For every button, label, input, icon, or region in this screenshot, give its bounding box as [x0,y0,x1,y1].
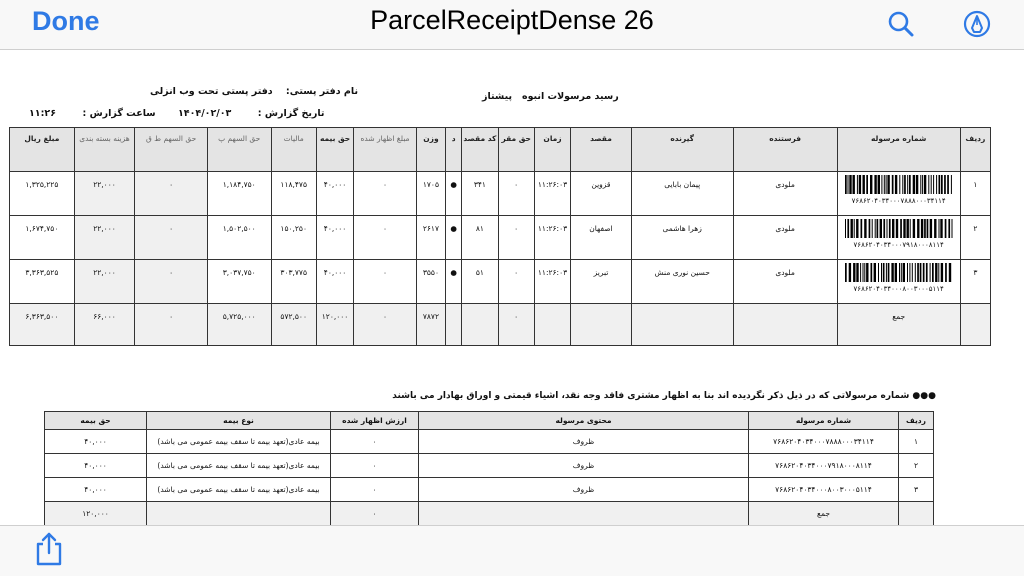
table-cell: ۱ [899,430,934,454]
parcel-table [9,127,991,346]
pdf-document-page[interactable] [0,51,1024,525]
total-cell [534,304,570,346]
col-header: گیرنده [631,128,733,172]
total-tax: ۵۷۲,۵۰۰ [271,304,316,346]
total-packing: ۶۶,۰۰۰ [74,304,135,346]
parcel-number-cell [837,260,960,304]
total-cell [733,304,837,346]
bottom-toolbar [0,525,1024,576]
barcode-image [843,219,955,238]
parcel-number: ۷۶۸۶۲۰۴۰۳۴۰۰۰۷۹۱۸۰۰۰۸۱۱۴ [853,241,944,249]
total-cell [446,304,462,346]
table-cell: تبریز [571,260,632,304]
table-cell: ● [446,172,462,216]
document-title: ParcelReceiptDense 26 [370,5,654,35]
table-cell: زهرا هاشمی [631,216,733,260]
total-cell [571,304,632,346]
table-row [45,454,934,478]
total-insurance: ۱۲۰,۰۰۰ [45,502,147,526]
total-cell [960,304,990,346]
col-header: حق مقر [498,128,534,172]
table-cell: ● [446,260,462,304]
table-cell: بیمه عادی(تعهد بیمه تا سقف بیمه عمومی می باشد) [147,478,331,502]
col-header: حق بیمه [316,128,353,172]
barcode-image [843,175,955,194]
col-header: مقصد [571,128,632,172]
table-cell: ۱۵۰,۲۵۰ [271,216,316,260]
table-cell: ۲ [960,216,990,260]
table-cell: ۰ [331,454,419,478]
report-time: ساعت گزارش : ۱۱:۲۶ [29,108,156,119]
col-header: شماره مرسوله [749,412,899,430]
total-cell [631,304,733,346]
total-cell [899,502,934,526]
table-cell: ۳۴۱ [462,172,498,216]
table-total-row [10,304,991,346]
table-cell: ۰ [331,430,419,454]
top-navigation-bar [0,0,1024,50]
table-header-row [45,412,934,430]
total-cell [147,502,331,526]
report-date: تاریخ گزارش : ۱۴۰۴/۰۲/۰۳ [178,108,325,119]
table-header-row [10,128,991,172]
total-share-p: ۵,۷۲۵,۰۰۰ [207,304,271,346]
table-cell: ۲۲,۰۰۰ [74,172,135,216]
table-cell: ۳۵۵۰ [416,260,445,304]
table-cell: قزوین [571,172,632,216]
col-header: حق السهم پ [207,128,271,172]
col-header: ردیف [960,128,990,172]
table-cell: ظروف [419,430,749,454]
share-icon[interactable] [32,531,66,567]
col-header: محتوی مرسوله [419,412,749,430]
total-cell [419,502,749,526]
total-amount: ۶,۳۶۳,۵۰۰ [10,304,75,346]
col-header: وزن [416,128,445,172]
total-declared: ۰ [331,502,419,526]
table-cell: ۳,۰۳۷,۷۵۰ [207,260,271,304]
col-header: مبلغ اظهار شده [354,128,417,172]
total-share-tq: ۰ [135,304,208,346]
table-cell: ۱,۵۰۲,۵۰۰ [207,216,271,260]
table-cell: ۸۱ [462,216,498,260]
table-cell: ۴۰,۰۰۰ [45,430,147,454]
table-cell: ۷۶۸۶۲۰۴۰۳۴۰۰۰۷۸۸۸۰۰۰۳۴۱۱۴ [749,430,899,454]
table-cell: ۲۶۱۷ [416,216,445,260]
table-row [10,216,991,260]
table-cell: ۱۱۸,۴۷۵ [271,172,316,216]
table-cell: ۰ [354,172,417,216]
table-cell: ۱۷۰۵ [416,172,445,216]
declaration-note: ●●● شماره مرسولاتی که در ذیل ذکر نگردیده اند بنا به اظهار مشتری فاقد وجه نقد، اشیاء قیمتی و اوراق بهادار می باشند [392,391,936,401]
table-cell: ۳,۳۶۳,۵۲۵ [10,260,75,304]
table-cell: ۰ [498,260,534,304]
table-cell: ۰ [331,478,419,502]
total-haq-maqar: ۰ [498,304,534,346]
total-insurance: ۱۲۰,۰۰۰ [316,304,353,346]
col-header: ارزش اظهار شده [331,412,419,430]
table-row [10,260,991,304]
table-cell: ظروف [419,454,749,478]
table-cell: ۱,۳۲۵,۲۲۵ [10,172,75,216]
table-cell: ۲ [899,454,934,478]
table-cell: ۱۱:۲۶:۰۳ [534,260,570,304]
table-cell: ۰ [135,260,208,304]
office-name: نام دفتر پستی: دفتر پستی تحت وب انزلی [150,86,359,97]
table-cell: اصفهان [571,216,632,260]
insurance-table [44,411,934,525]
table-cell: حسین نوری منش [631,260,733,304]
table-cell: ۳۰۳,۷۷۵ [271,260,316,304]
table-cell: ۰ [354,216,417,260]
table-cell: ۰ [498,172,534,216]
total-cell [462,304,498,346]
table-cell: ۴۰,۰۰۰ [316,216,353,260]
table-cell: ملودی [733,216,837,260]
table-cell: ۰ [135,172,208,216]
table-cell: ۰ [135,216,208,260]
col-header: نوع بیمه [147,412,331,430]
table-cell: ● [446,216,462,260]
parcel-number-cell [837,216,960,260]
receipt-title: رسید مرسولات انبوه پیشتاز [482,91,619,102]
col-header: حق بیمه [45,412,147,430]
table-cell: ملودی [733,172,837,216]
col-header: ردیف [899,412,934,430]
col-header: مبلغ ریال [10,128,75,172]
table-cell: ۴۰,۰۰۰ [316,172,353,216]
total-label: جمع [749,502,899,526]
col-header: حق السهم ط ق [135,128,208,172]
total-declared: ۰ [354,304,417,346]
col-header: شماره مرسوله [837,128,960,172]
search-icon[interactable] [886,9,916,39]
table-cell: ۳ [960,260,990,304]
parcel-number: ۷۶۸۶۲۰۴۰۳۴۰۰۰۷۸۸۸۰۰۰۳۴۱۱۴ [851,197,946,205]
table-cell: بیمه عادی(تعهد بیمه تا سقف بیمه عمومی می باشد) [147,430,331,454]
col-header: فرستنده [733,128,837,172]
col-header: مالیات [271,128,316,172]
table-cell: ۴۰,۰۰۰ [45,478,147,502]
col-header: د [446,128,462,172]
table-row [45,430,934,454]
table-cell: بیمه عادی(تعهد بیمه تا سقف بیمه عمومی می باشد) [147,454,331,478]
markup-pen-icon[interactable] [962,9,992,39]
parcel-number: ۷۶۸۶۲۰۴۰۳۴۰۰۰۸۰۰۳۰۰۰۵۱۱۴ [853,285,944,293]
total-weight: ۷۸۷۲ [416,304,445,346]
table-cell: ۰ [498,216,534,260]
table-cell: ۱,۶۷۴,۷۵۰ [10,216,75,260]
col-header: کد مقصد [462,128,498,172]
table-cell: ظروف [419,478,749,502]
table-cell: ۳ [899,478,934,502]
table-total-row [45,502,934,526]
table-cell: ۷۶۸۶۲۰۴۰۳۴۰۰۰۷۹۱۸۰۰۰۸۱۱۴ [749,454,899,478]
table-cell: پیمان بابایی [631,172,733,216]
table-cell: ۱۱:۲۶:۰۳ [534,216,570,260]
parcel-number-cell [837,172,960,216]
table-cell: ملودی [733,260,837,304]
col-header: زمان [534,128,570,172]
table-cell: ۷۶۸۶۲۰۴۰۳۴۰۰۰۸۰۰۳۰۰۰۵۱۱۴ [749,478,899,502]
table-row [45,478,934,502]
barcode-image [843,263,955,282]
table-cell: ۱,۱۸۴,۷۵۰ [207,172,271,216]
table-cell: ۴۰,۰۰۰ [316,260,353,304]
total-label: جمع [837,304,960,346]
table-row [10,172,991,216]
table-cell: ۲۲,۰۰۰ [74,216,135,260]
table-cell: ۵۱ [462,260,498,304]
col-header: هزینه بسته بندی [74,128,135,172]
table-cell: ۰ [354,260,417,304]
table-cell: ۲۲,۰۰۰ [74,260,135,304]
done-button[interactable]: Done [32,6,100,36]
table-cell: ۴۰,۰۰۰ [45,454,147,478]
table-cell: ۱ [960,172,990,216]
table-cell: ۱۱:۲۶:۰۳ [534,172,570,216]
